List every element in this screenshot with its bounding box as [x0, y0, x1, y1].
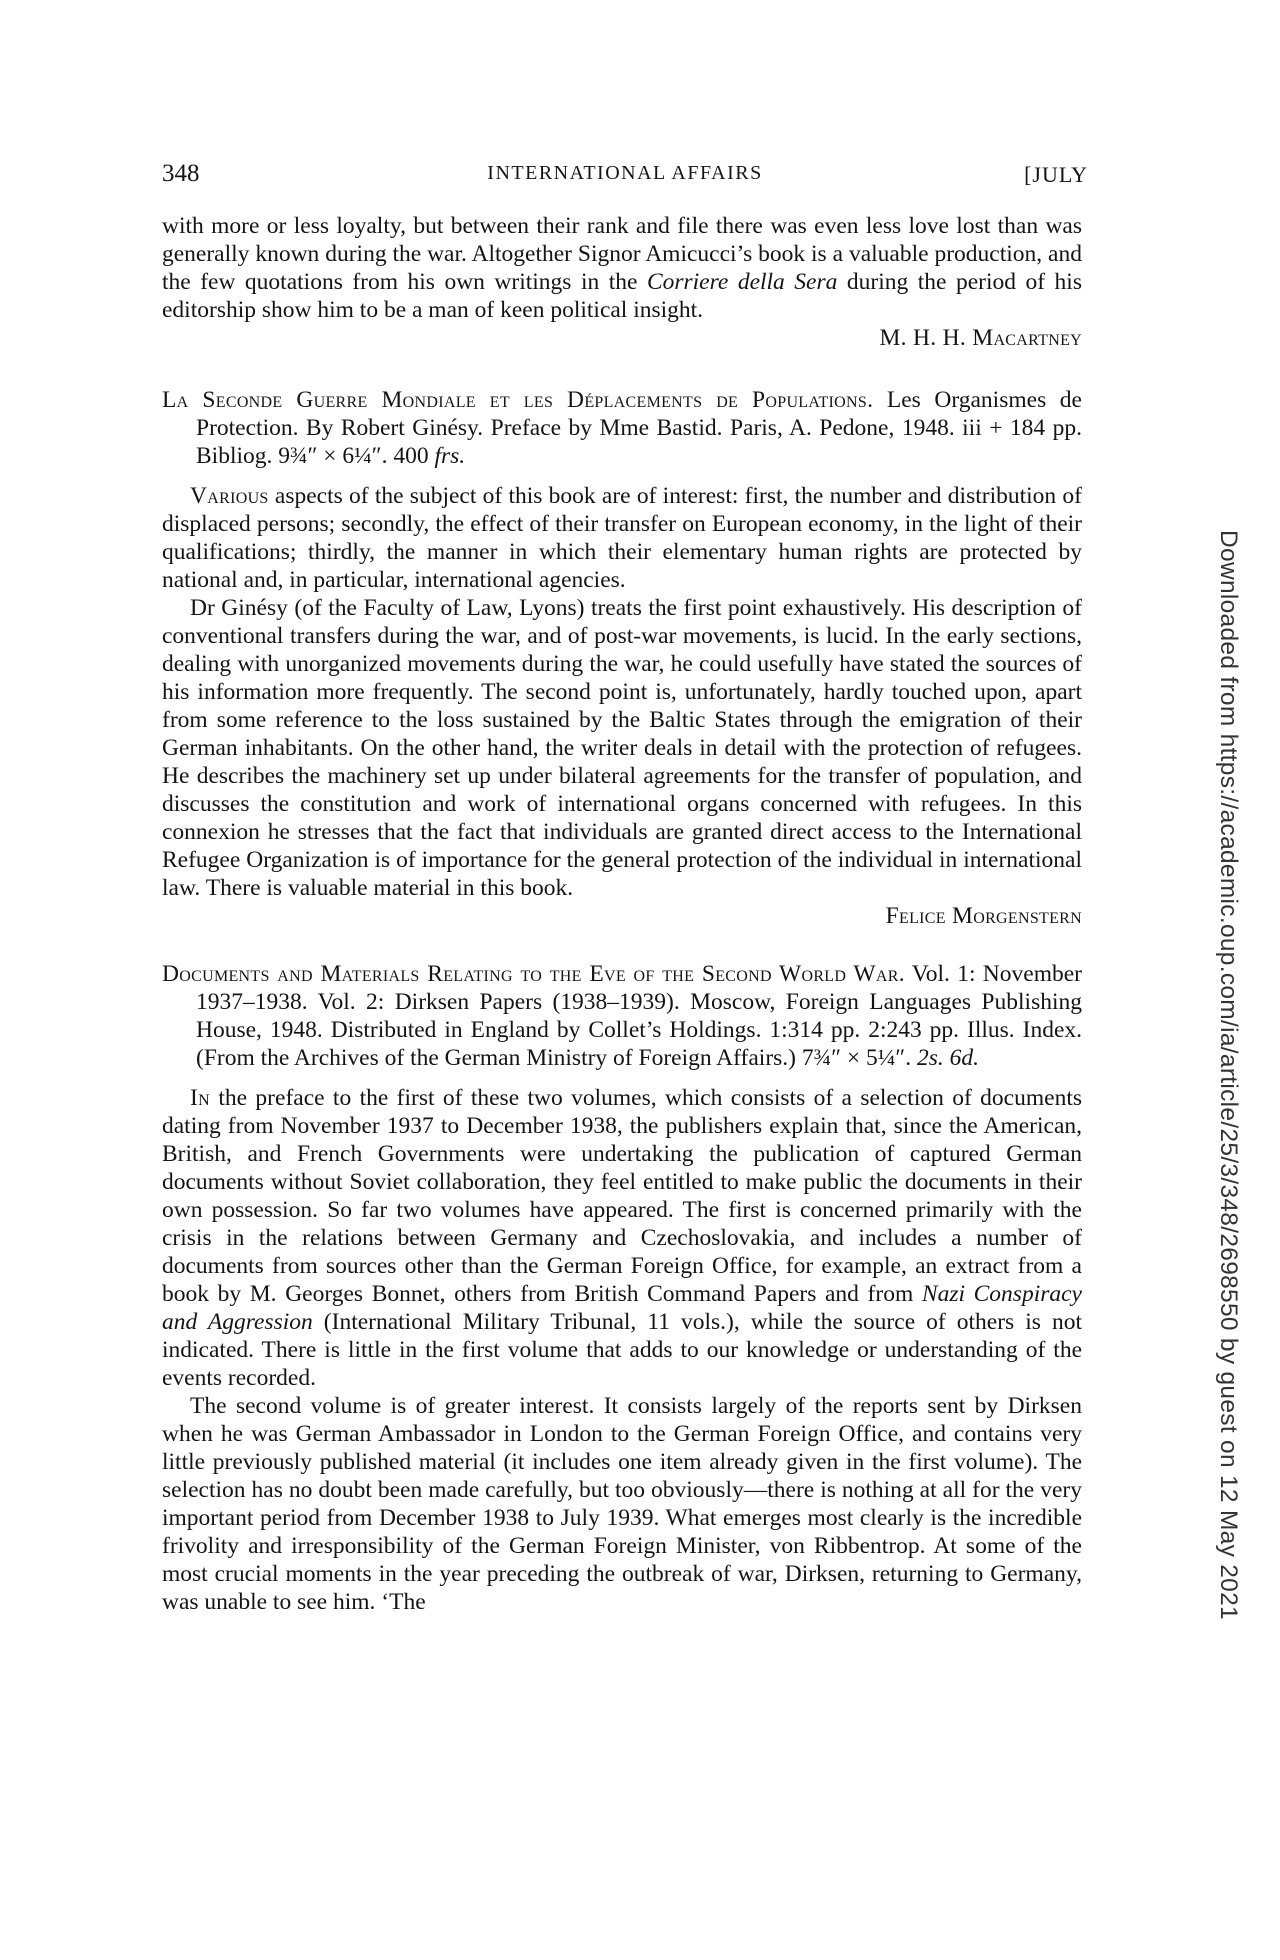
book-title: Documents and Materials Relating to the Eve of the Second World War. [162, 961, 905, 987]
issue-month: [JULY [1024, 162, 1088, 187]
review-2-paragraph-1: Various aspects of the subject of this book are of interest: first, the number and distribution of displaced persons; secondly, the effect of their transfer on European economy, in the light of their qualifications; thirdly, the manner in which their elementary human rights are protected by national and, in particular, international agencies. [162, 483, 1082, 593]
page-number: 348 [162, 160, 200, 187]
running-header [162, 160, 1088, 194]
journal-title: INTERNATIONAL AFFAIRS [487, 162, 763, 184]
italic-title: Nazi Conspiracy and Aggression [162, 1281, 1082, 1335]
review-3-citation: Documents and Materials Relating to the Eve of the Second World War. Vol. 1: November 1937–1938. Vol. 2: Dirksen Papers (1938–1939). Moscow, Foreign Languages Publishing House, 1948. Distributed in England by Collet’s Holdings. 1:314 pp. 2:243 pp. Illus. Index. (From the Archives of the German Ministry of Foreign Affairs.) 7¾″ × 5¼″. 2s. 6d. [162, 961, 1082, 1071]
review-2-paragraph-2: Dr Ginésy (of the Faculty of Law, Lyons) treats the first point exhaustively. His description of conventional transfers during the war, and of post-war movements, is lucid. In the early sections, dealing with unorganized movements during the war, he could usefully have stated the sources of his information more frequently. The second point is, unfortunately, hardly touched upon, apart from some reference to the loss sustained by the Baltic States through the emigration of their German inhabitants. On the other hand, the writer deals in detail with the protection of refugees. He describes the machinery set up under bilateral agreements for the transfer of population, and discusses the constitution and work of international organs concerned with refugees. In this connexion he stresses that the fact that individuals are granted direct access to the International Refugee Organization is of importance for the general protection of the individual in international law. There is valuable material in this book. [162, 595, 1082, 901]
italic-title: Corriere della Sera [646, 269, 838, 295]
book-title: La Seconde Guerre Mondiale et les Déplacements de Populations. [162, 387, 874, 413]
review-2-signature: Felice Morgenstern [885, 903, 1082, 929]
body-text [162, 212, 1082, 1616]
review-1-paragraph: with more or less loyalty, but between their rank and file there was even less love lost than was generally known during the war. Altogether Signor Amicucci’s book is a valuable production, and the few quotations from his own writings in the Corriere della Sera during the period of his editorship show him to be a man of keen political insight. [162, 213, 1082, 323]
review-3-paragraph-2: The second volume is of greater interest. It consists largely of the reports sent by Dirksen when he was German Ambassador in London to the German Foreign Office, and contains very little previously published material (it includes one item already given in the first volume). The selection has no doubt been made carefully, but too obviously—there is nothing at all for the very important period from December 1938 to July 1939. What emerges most clearly is the incredible frivolity and irresponsibility of the German Foreign Minister, von Ribbentrop. At some of the most crucial moments in the year preceding the outbreak of war, Dirksen, returning to Germany, was unable to see him. ‘The [162, 1393, 1082, 1615]
review-3-paragraph-1: In the preface to the first of these two volumes, which consists of a selection of documents dating from November 1937 to December 1938, the publishers explain that, since the American, British, and French Governments were undertaking the publication of captured German documents without Soviet collaboration, they feel entitled to make public the documents in their own possession. So far two volumes have appeared. The first is concerned primarily with the crisis in the relations between Germany and Czechoslovakia, and includes a number of documents from sources other than the German Foreign Office, for example, an extract from a book by M. Georges Bonnet, others from British Command Papers and from Nazi Conspiracy and Aggression (International Military Tribunal, 11 vols.), while the source of others is not indicated. There is little in the first volume that adds to our knowledge or understanding of the events recorded. [162, 1085, 1082, 1391]
review-2-citation: La Seconde Guerre Mondiale et les Déplacements de Populations. Les Organismes de Protection. By Robert Ginésy. Preface by Mme Bastid. Paris, A. Pedone, 1948. iii + 184 pp. Bibliog. 9¾″ × 6¼″. 400 frs. [162, 387, 1082, 469]
review-1-signature: M. H. H. Macartney [879, 325, 1082, 351]
download-watermark: Downloaded from https://academic.oup.com/ia/article/25/3/348/2698550 by guest on 12 May 2021 [1215, 530, 1242, 1620]
